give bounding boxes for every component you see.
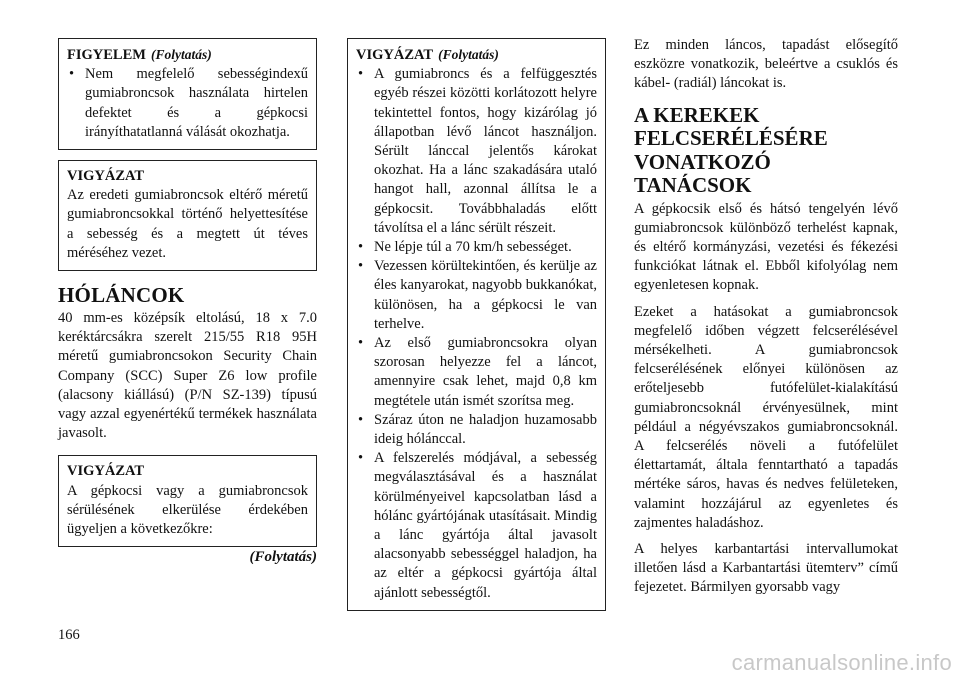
continued-label: (Folytatás) <box>438 47 499 62</box>
continued-label: (Folytatás) <box>150 47 212 62</box>
page-number: 166 <box>58 627 80 643</box>
section-text-snow-chains: 40 mm-es középsík eltolású, 18 x 7.0 keréktárcsákra szerelt 215/55 R18 95H méretű gumiabroncsokon Security Chain Company (SCC) Super Z6 low profile (alacsony kiállású) (P/N SZ-139) típusú vagy azzal egyenértékű termékek használata javasolt. <box>58 310 317 442</box>
continued-footer: (Folytatás) <box>249 549 317 566</box>
caution-box-chains <box>58 455 317 547</box>
caution-title: VIGYÁZAT <box>67 463 145 480</box>
caution-box-tire-size <box>58 160 317 271</box>
list-item: • Ne lépje túl a 70 km/h sebességet. <box>356 238 597 257</box>
body-paragraph: Ezeket a hatásokat a gumiabroncsok megfelelő időben végzett felcserélésével mérsékelheti. A gumiabroncsok felcserélésének előnyei különösen az erőteljesebb futófelület-kialakítású gumiabroncsoknál érvényesülnek, mint például a négyévszakos gumiabroncsoknál. A felcserélés növeli a futófelület élettartamát, általa fenntartható a tapadás mértéke sáros, havas és nedves felületeken, valamint hozzájárul az egyenletes és zajmentes haladáshoz. <box>634 303 898 531</box>
section-title-snow-chains: HÓLÁNCOK <box>58 283 185 308</box>
caution-text: A gépkocsi vagy a gumiabroncsok sérülésének elkerülése érdekében ügyeljen a következőkre: <box>67 482 308 538</box>
list-item: • Az első gumiabroncsokra olyan szorosan helyezze fel a láncot, amennyire csak lehet, majd 0,8 km megtétele után ismét szorítsa meg. <box>356 334 597 411</box>
caution-box-continued <box>347 38 606 611</box>
section-title-wheel-rotation: A KEREKEK FELCSERÉLÉSÉRE VONATKOZÓ TANÁCSOK <box>634 102 828 198</box>
body-paragraph: A helyes karbantartási intervallumokat illetően lásd a Karbantartási ütemterv” című fejezetet. Bármilyen gyorsabb vagy <box>634 541 898 596</box>
caution-title: VIGYÁZAT <box>67 168 145 185</box>
list-item: • A felszerelés módjával, a sebesség megválasztásával és a használat körülményeivel kapcsolatban lásd a hólánc gyártójának utasításait. Mindig a lánc gyártója által javasolt alacsonyabb sebességgel haladjon, ha az eltér a gépkocsi gyártója által ajánlott sebességtől. <box>356 449 597 603</box>
list-item: • Nem megfelelő sebességindexű gumiabroncsok használata hirtelen defektet és a gépkocsi irányíthatatlanná válását okozhatja. <box>67 65 308 142</box>
column-right <box>634 36 898 605</box>
warning-box-figyelem <box>58 38 317 150</box>
column-middle <box>347 38 606 611</box>
column-left <box>58 38 317 566</box>
body-paragraph: A gépkocsik első és hátsó tengelyén lévő gumiabroncsok különböző terhelést kapnak, és eltérő kormányzási, vezetési és fékezési funkciókat látnak el. Ebből kifolyólag nem egyenletesen kopnak. <box>634 200 898 294</box>
intro-paragraph: Ez minden láncos, tapadást elősegítő eszközre vonatkozik, beleértve a csuklós és kábel- (radiál) láncokat is. <box>634 37 898 92</box>
list-item: • Száraz úton ne haladjon huzamosabb ideig hólánccal. <box>356 411 597 449</box>
caution-text: Az eredeti gumiabroncsok eltérő méretű gumiabroncsokkal történő helyettesítése a sebesség és a megtett út téves méréséhez vezet. <box>67 187 308 261</box>
warning-title: FIGYELEM (Folytatás) <box>67 47 212 63</box>
caution-list <box>356 65 597 603</box>
warning-list <box>67 65 308 142</box>
watermark-logo: carmanualsonline.info <box>731 650 952 675</box>
caution-title: VIGYÁZAT (Folytatás) <box>356 47 499 63</box>
list-item: • A gumiabroncs és a felfüggesztés egyéb részei közötti korlátozott helyre tekintettel fontos, hogy kizárólag jó állapotban lévő láncot használjon. Sérült lánccal jelentős károkat okozhat. Ha a lánc szakadására utaló hangot hall, azonnal állítsa le a gépkocsit. Továbbhaladás előtt távolítsa el a lánc sérült részeit. <box>356 65 597 238</box>
list-item: • Vezessen körültekintően, és kerülje az éles kanyarokat, nagyobb bukkanókat, különösen, ha a gépkocsi le van terhelve. <box>356 257 597 334</box>
